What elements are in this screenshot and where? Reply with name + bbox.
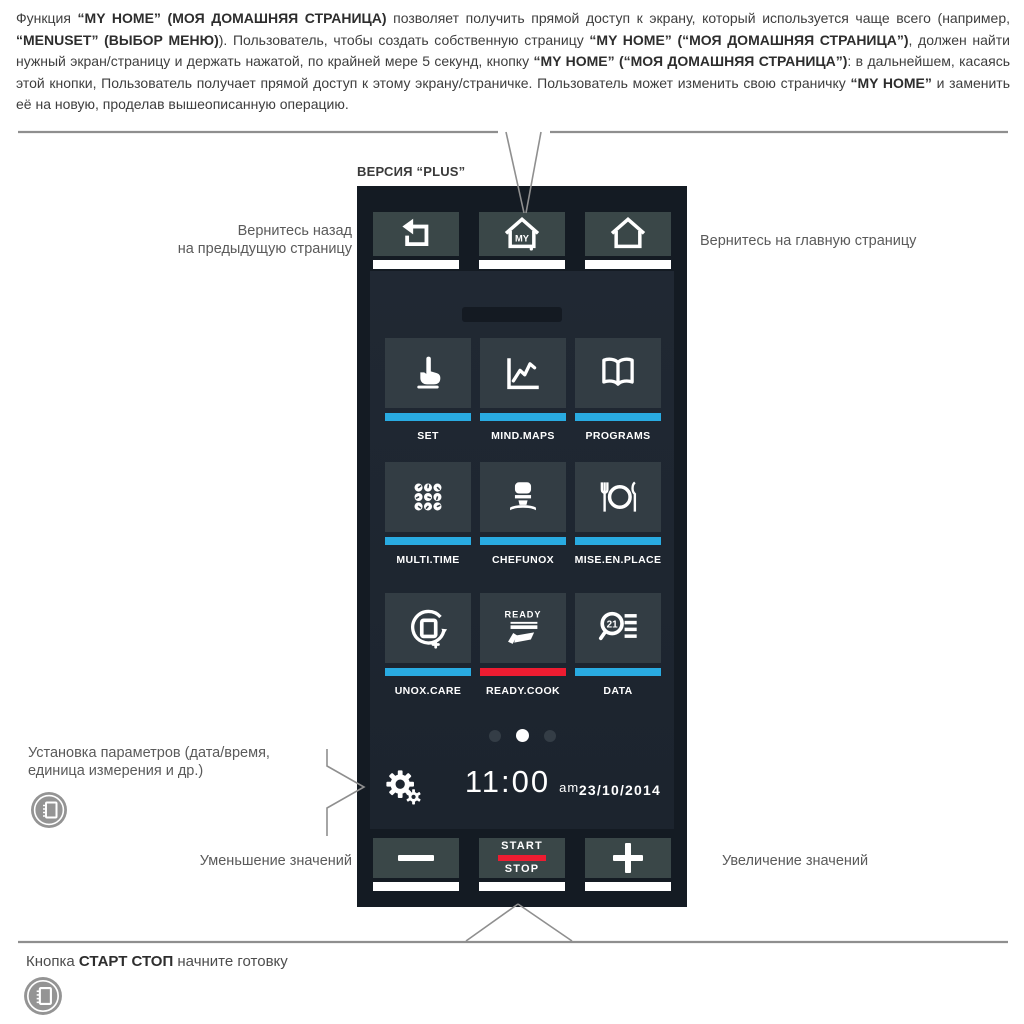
tile-unox-care[interactable] (385, 593, 471, 697)
top-button-row (373, 212, 671, 269)
annotation-increase: Увеличение значений (722, 853, 869, 869)
button-underline (479, 882, 565, 891)
decrease-button[interactable] (373, 838, 459, 891)
home-icon (608, 214, 648, 254)
intro-segment-bold: “MY HOME” (“МОЯ ДОМАШНЯЯ СТРАНИЦА”) (589, 31, 909, 48)
button-underline (373, 260, 459, 269)
annotation-params (28, 744, 348, 780)
pagination-dot[interactable] (544, 730, 556, 742)
chef-hat-icon (502, 476, 544, 518)
pagination-dots (357, 729, 687, 742)
tile-underline (385, 537, 471, 545)
start-stop-caption (26, 953, 288, 970)
start-stop-red-bar (498, 855, 546, 861)
hand-tray-icon (500, 605, 546, 651)
annotation-params-line2: единица измерения и др.) (28, 763, 204, 779)
svg-text:READY: READY (504, 609, 542, 620)
magnifier-list-icon (596, 606, 640, 650)
tile-label: UNOX.CARE (394, 685, 462, 697)
tile-label: PROGRAMS (585, 430, 651, 442)
minus-icon (398, 855, 434, 861)
tile-underline (385, 413, 471, 421)
time-value: 11:00 (464, 764, 551, 799)
annotation-back (0, 222, 352, 258)
intro-segment: : в дальнейшем, касаясь этой кнопки, Пользователь получает прямой доступ к этому экрану/страничке. Пользователь может изменить свою страничку (16, 53, 1010, 91)
caption-bold: СТАРТ СТОП (78, 953, 174, 970)
tile-label: MULTI.TIME (396, 554, 460, 566)
meridiem-label: am (559, 780, 580, 795)
tile-label: MIND.MAPS (491, 430, 555, 442)
tile-underline (385, 668, 471, 676)
intro-segment-bold: “MY HOME” (850, 74, 932, 91)
pointer-to-start-stop (466, 904, 518, 941)
plus-icon (613, 843, 643, 873)
svg-text:MY: MY (515, 233, 529, 244)
tile-label: CHEFUNOX (491, 554, 555, 566)
intro-segment-bold: “MY HOME” (МОЯ ДОМАШНЯЯ СТРАНИЦА) (77, 10, 387, 26)
my-home-button[interactable] (479, 212, 565, 269)
pointer-to-start-stop (518, 904, 572, 941)
clock-grid-icon (407, 476, 449, 518)
notebook-circle-icon (30, 791, 68, 829)
open-book-icon (596, 351, 640, 395)
tile-underline (480, 537, 566, 545)
tile-underline (575, 668, 661, 676)
tile-set[interactable] (385, 338, 471, 442)
home-button[interactable] (585, 212, 671, 269)
tile-multi-time[interactable] (385, 462, 471, 566)
button-underline (373, 882, 459, 891)
button-underline (479, 260, 565, 269)
intro-segment: Функция (16, 10, 78, 26)
refresh-square-icon (406, 606, 450, 650)
intro-paragraph (16, 8, 1010, 116)
tile-chefunox[interactable] (480, 462, 566, 566)
tile-underline (575, 537, 661, 545)
annotation-home: Вернитесь на главную страницу (700, 233, 917, 249)
intro-segment: и заменить её на новую, проделав вышеописанную операцию. (16, 74, 1010, 112)
svg-text:21: 21 (606, 619, 618, 631)
notebook-circle-icon (23, 976, 63, 1016)
tile-data[interactable] (575, 593, 661, 697)
increase-button[interactable] (585, 838, 671, 891)
my-home-icon (502, 214, 542, 254)
intro-segment: ). Пользователь, чтобы создать собственную страницу (218, 31, 590, 48)
tile-underline (480, 668, 566, 676)
annotation-decrease: Уменьшение значений (199, 853, 352, 869)
gear-icon[interactable] (383, 768, 423, 806)
intro-segment: позволяет получить прямой доступ к экрану, который используется чаще всего (например, (386, 10, 1010, 26)
caption-prefix: Кнопка (26, 953, 79, 970)
intro-segment-bold: “MENUSET” (ВЫБОР МЕНЮ) (16, 31, 219, 48)
back-arrow-icon (397, 215, 435, 253)
line-chart-icon (502, 352, 544, 394)
back-button[interactable] (373, 212, 459, 269)
tile-programs[interactable] (575, 338, 661, 442)
button-underline (585, 260, 671, 269)
clock-display (465, 764, 579, 800)
annotation-back-line1: Вернитесь назад (237, 223, 352, 239)
date-value: 23/10/2014 (578, 782, 661, 798)
tile-mise-en-place[interactable] (575, 462, 661, 566)
tile-ready-cook[interactable] (480, 593, 566, 697)
annotation-back-line2: на предыдущую страницу (177, 241, 352, 257)
tile-label: MISE.EN.PLACE (574, 554, 662, 566)
tile-underline (480, 413, 566, 421)
start-label: START (501, 840, 543, 852)
stop-label: STOP (504, 863, 540, 875)
tile-label: DATA (603, 685, 633, 697)
version-label: ВЕРСИЯ “PLUS” (357, 164, 466, 179)
annotation-params-line1: Установка параметров (дата/время, (28, 745, 270, 761)
tile-mind-maps[interactable] (480, 338, 566, 442)
oven-control-panel (357, 186, 687, 907)
ghost-highlight (462, 307, 562, 322)
bottom-button-row (373, 838, 671, 891)
tile-label: SET (417, 430, 439, 442)
button-underline (585, 882, 671, 891)
intro-segment: , должен найти нужный экран/страницу и держать нажатой, по крайней мере 5 секунд, кнопку (16, 31, 1010, 69)
intro-segment-bold: “MY HOME” (“МОЯ ДОМАШНЯЯ СТРАНИЦА”) (533, 53, 848, 69)
start-stop-button[interactable] (479, 838, 565, 891)
tile-label: READY.COOK (485, 685, 560, 697)
pointing-hand-icon (408, 353, 448, 393)
tile-row-1 (385, 338, 661, 442)
pagination-dot[interactable] (516, 729, 529, 742)
tile-row-2 (385, 462, 661, 566)
pagination-dot[interactable] (489, 730, 501, 742)
tile-row-3 (385, 593, 661, 697)
plate-cutlery-icon (596, 475, 640, 519)
caption-suffix: начните готовку (173, 953, 288, 970)
tile-underline (575, 413, 661, 421)
